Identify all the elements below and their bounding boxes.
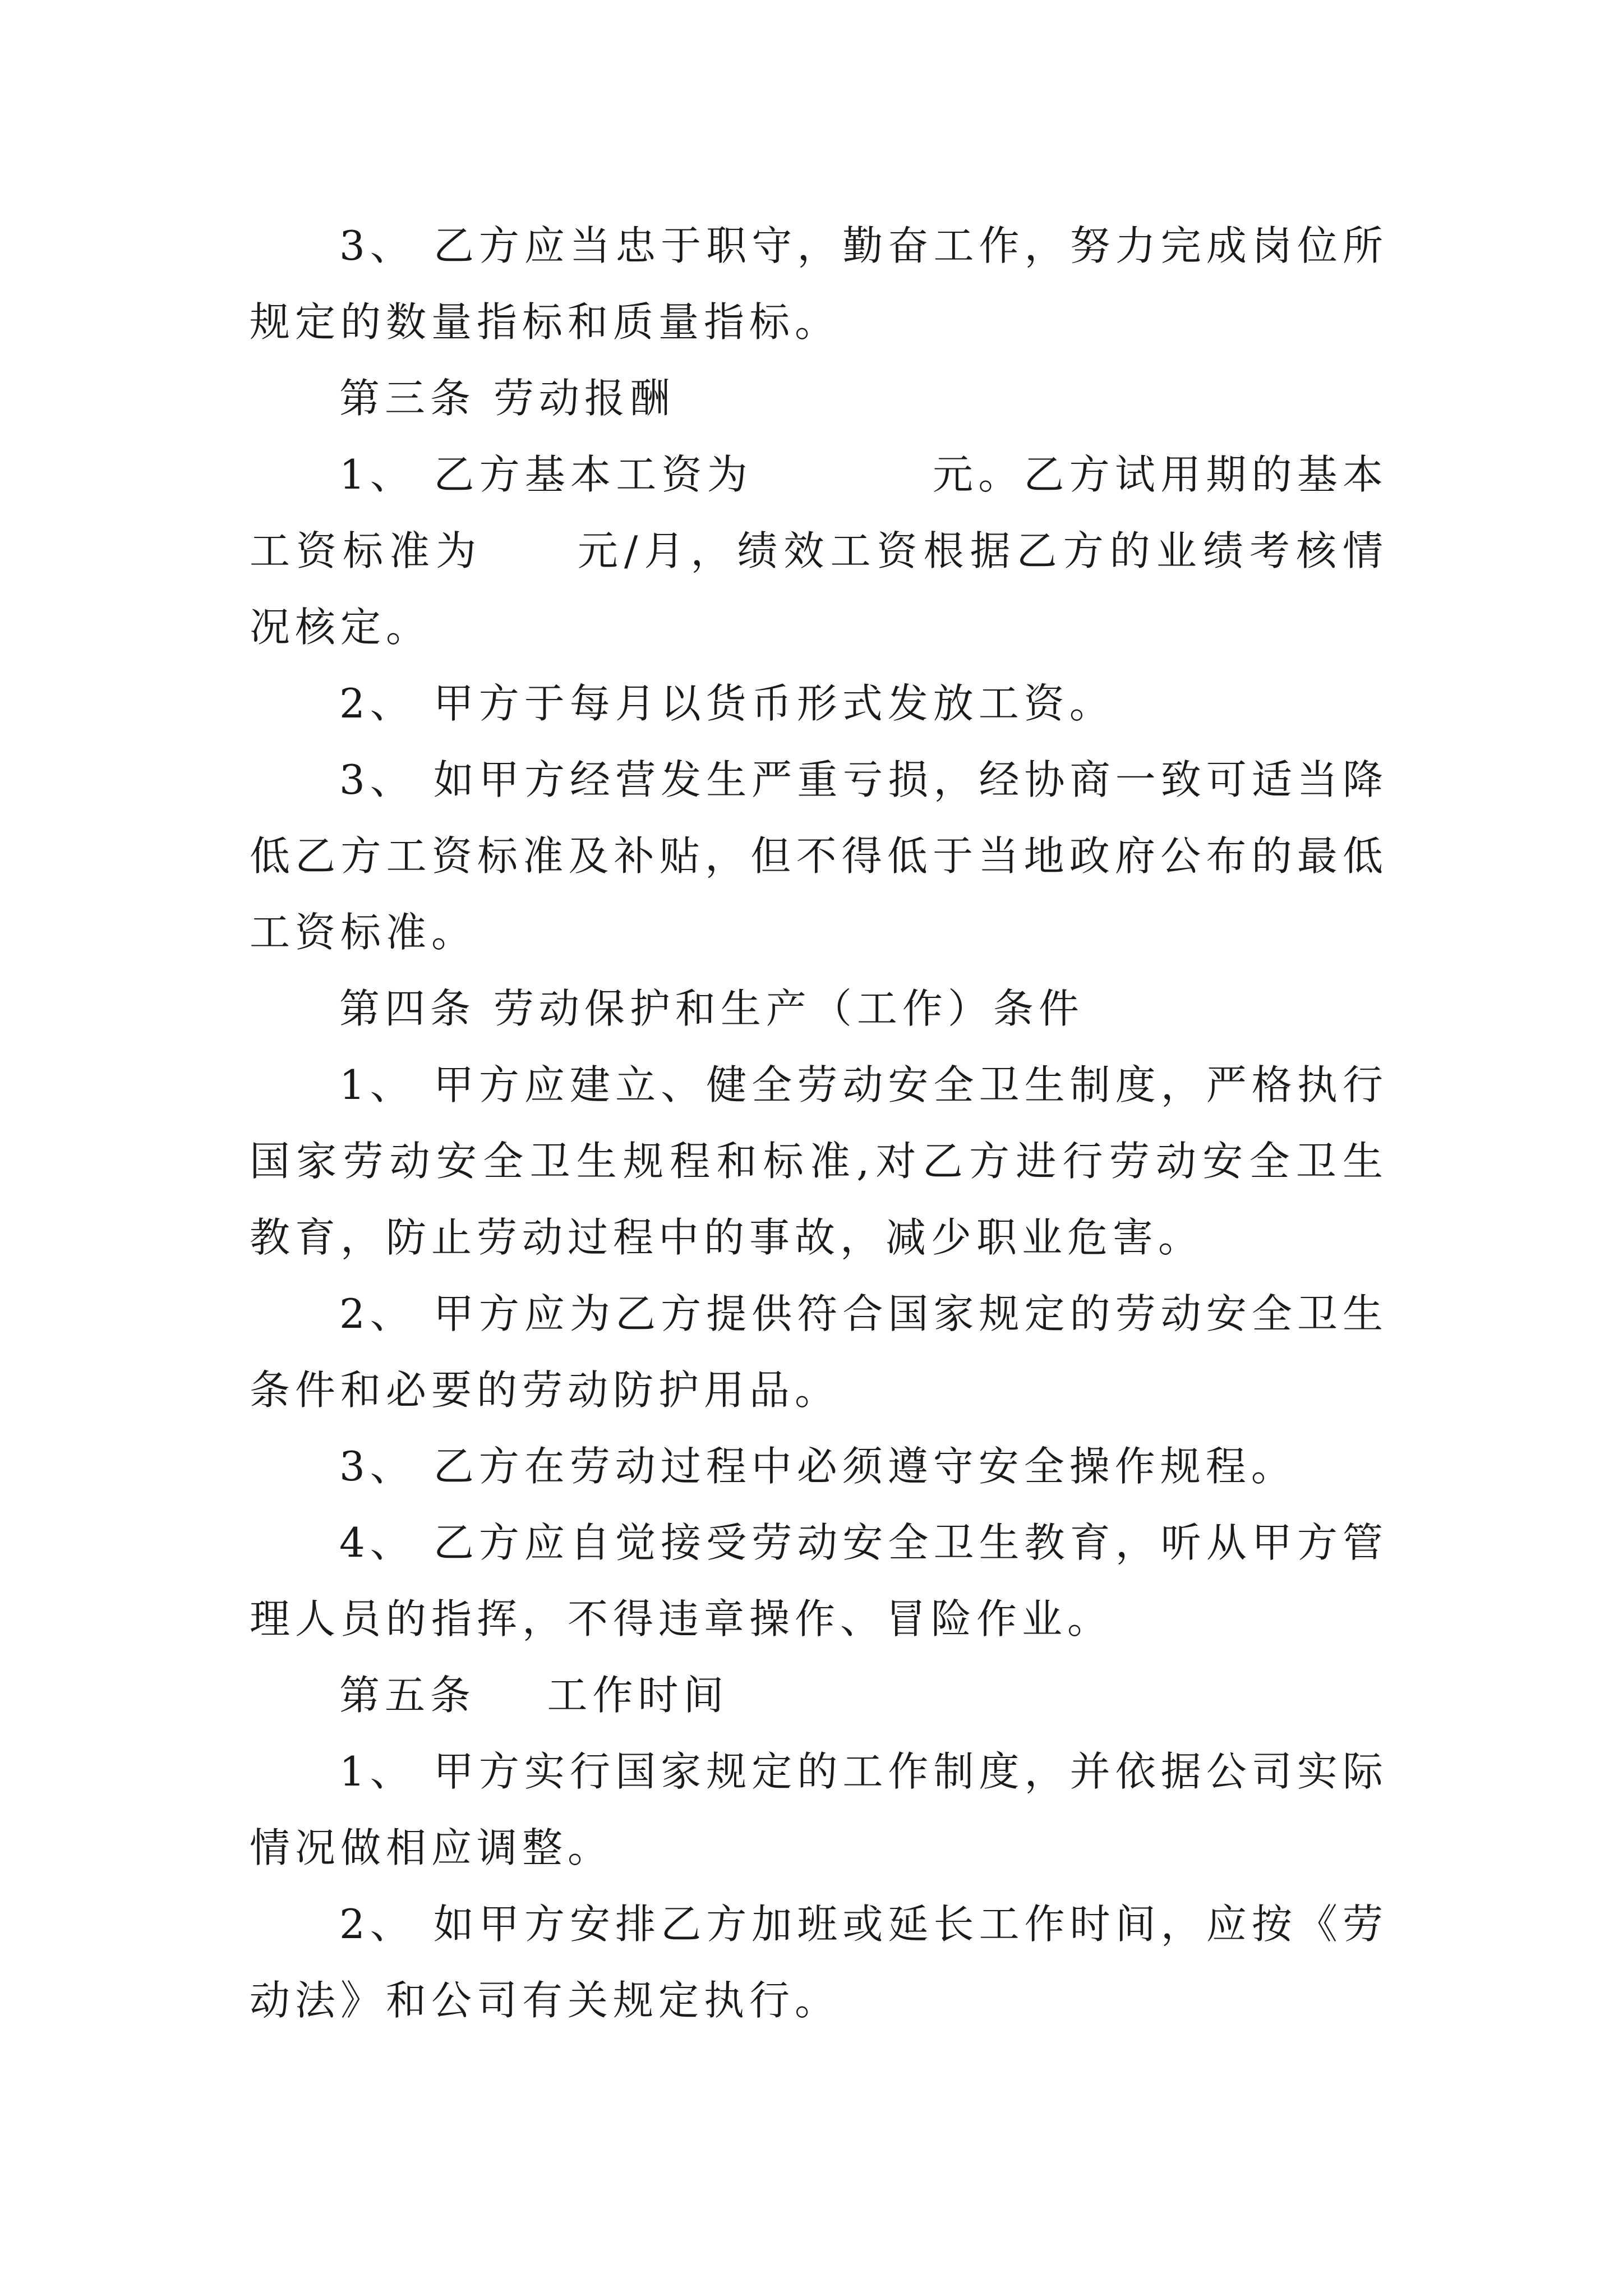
clause-4-item-4: 4、 乙方应自觉接受劳动安全卫生教育，听从甲方管理人员的指挥，不得违章操作、冒险作业。 [250,1519,1388,1642]
clause-5-item-1: 1、 甲方实行国家规定的工作制度，并依据公司实际情况做相应调整。 [250,1748,1388,1871]
article-3-heading: 第三条 劳动报酬 [339,375,675,422]
clause-4-item-1: 1、 甲方应建立、健全劳动安全卫生制度，严格执行国家劳动安全卫生规程和标准,对乙方进行劳动安全卫生教育，防止劳动过程中的事故，减少职业危害。 [250,1061,1388,1261]
clause-2-item-3: 3、 乙方应当忠于职守，勤奋工作，努力完成岗位所规定的数量指标和质量指标。 [250,222,1388,346]
clause-5-item-2: 2、 如甲方安排乙方加班或延长工作时间，应按《劳动法》和公司有关规定执行。 [250,1901,1388,2024]
clause-4-item-3: 3、 乙方在劳动过程中必须遵守安全操作规程。 [339,1443,1297,1490]
article-5-heading: 第五条 工作时间 [339,1672,729,1719]
clause-3-item-2: 2、 甲方于每月以货币形式发放工资。 [339,680,1115,727]
clause-3-item-1: 1、 乙方基本工资为 元。乙方试用期的基本工资标准为 元/月，绩效工资根据乙方的业绩考核情况核定。 [250,451,1388,651]
article-4-heading: 第四条 劳动保护和生产（工作）条件 [339,985,1084,1032]
clause-4-item-2: 2、 甲方应为乙方提供符合国家规定的劳动安全卫生条件和必要的劳动防护用品。 [250,1290,1388,1414]
clause-3-item-3: 3、 如甲方经营发生严重亏损，经协商一致可适当降低乙方工资标准及补贴，但不得低于当地政府公布的最低工资标准。 [250,756,1388,956]
document-body [250,208,1388,2039]
